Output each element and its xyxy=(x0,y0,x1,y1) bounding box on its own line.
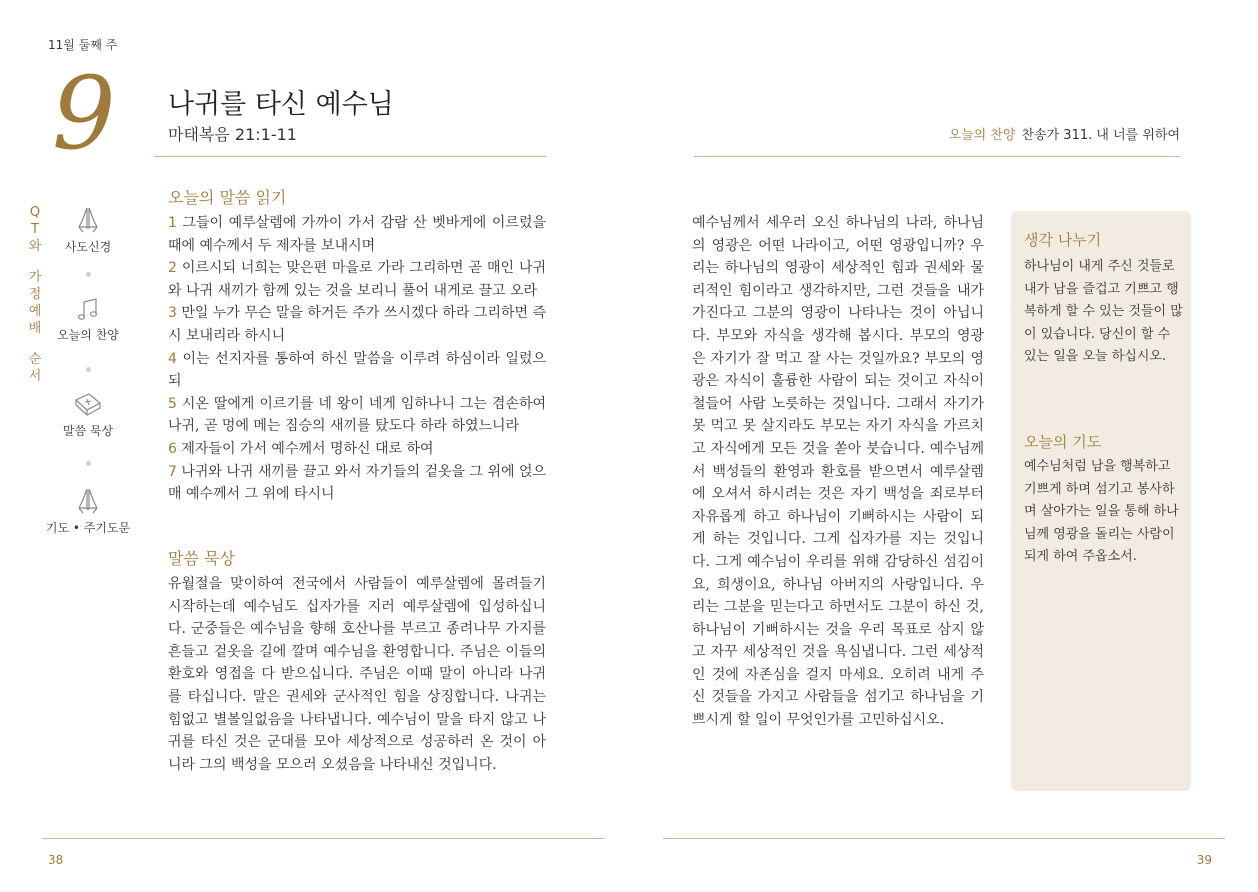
verse-text: 만일 누가 무슨 말을 하거든 주가 쓰시겠다 하라 그리하면 즉시 보내리라 하시니 xyxy=(168,305,547,344)
vertical-char: 예 xyxy=(28,304,42,319)
sidebar-item-hymn xyxy=(38,297,138,343)
praying-hands-icon xyxy=(74,205,102,235)
bible-icon xyxy=(73,391,103,419)
sidebar-item-label: 오늘의 찬양 xyxy=(57,328,119,342)
sidebar-item-label: 기도 • 주기도문 xyxy=(45,521,131,535)
vertical-char: 순 xyxy=(28,352,42,367)
sidebar-item-label: 사도신경 xyxy=(64,240,112,254)
verse-number: 6 xyxy=(168,440,177,457)
page-number-right: 39 xyxy=(1196,853,1212,867)
verse-text: 이르시되 너희는 맞은편 마을로 가라 그리하면 곧 매인 나귀와 나귀 새끼가 함께 있는 것을 보리니 풀어 내게로 끌고 오라 xyxy=(168,260,546,299)
hymn-value: 찬송가 311. 내 너를 위하여 xyxy=(1021,128,1180,143)
reflection-box xyxy=(1011,211,1191,791)
sidebar-item-prayer xyxy=(38,486,138,536)
vertical-char: 와 xyxy=(28,239,42,254)
page-number-left: 38 xyxy=(48,853,64,867)
share-heading: 생각 나누기 xyxy=(1024,231,1102,249)
meditation-text-continued: 예수님께서 세우러 오신 하나님의 나라, 하나님의 영광은 어떤 나라이고, 어떤 영광입니까? 우리는 하나님의 영광이 세상적인 힘과 권세와 물리적인 힘이라고 생각하지만, 그런 것들을 내가 가진다고 그분의 영광이 나타나는 것이 아닙니다. 부모와 자식을 생각해 봅시다. 부모의 영광은 자기가 잘 먹고 잘 사는 것일까요? 부모의 영광은 자식이 훌륭한 사람이 되는 것이고 자식이 철들어 사람 노릇하는 것입니다. 그래서 자기가 못 먹고 못 살지라도 부모는 자기 자식을 가르치고 자식에게 모든 것을 쏟아 붓습니다. 예수님께서 백성들의 환영과 환호를 받으면서 예루살렘에 오셔서 하시려는 것은 자기 백성을 죄로부터 자유롭게 하고 하나님이 기뻐하시는 사람이 되게 하는 것입니다. 그게 십자가를 지는 것입니다. 그게 예수님이 우리를 위해 감당하신 섬김이요, 희생이요, 하나님 아버지의 사랑입니다. 우리는 그분을 믿는다고 하면서도 그분이 하신 것, 하나님이 기뻐하시는 것을 우리 목표로 삼지 않고 자꾸 세상적인 것을 욕심냅니다. 그런 세상적인 것에 자존심을 걸지 마세요. 오히려 내게 주신 것들을 가지고 사람들을 섬기고 하나님을 기쁘시게 할 일이 무엇인가를 고민하십시오. xyxy=(692,215,984,729)
verse-text: 그들이 예루살렘에 가까이 가서 감람 산 벳바게에 이르렀을 때에 예수께서 두 제자를 보내시며 xyxy=(168,215,546,254)
verse-number: 5 xyxy=(168,395,177,412)
verse xyxy=(168,302,546,347)
footer-divider-left xyxy=(42,838,604,839)
meditation-heading: 말씀 묵상 xyxy=(168,549,235,568)
verse-text: 이는 선지자를 통하여 하신 말씀을 이루려 하심이라 일렀으되 xyxy=(168,350,546,390)
vertical-char: Q xyxy=(29,205,41,220)
verse-number: 7 xyxy=(168,463,177,480)
vertical-char: T xyxy=(31,222,39,237)
sidebar-item-label: 말씀 묵상 xyxy=(62,424,114,438)
verse xyxy=(168,348,546,393)
prayer-heading: 오늘의 기도 xyxy=(1024,433,1102,451)
vertical-char: 정 xyxy=(28,287,42,302)
verse-number: 4 xyxy=(168,350,177,367)
verse-number: 2 xyxy=(168,260,177,277)
hymn-label: 오늘의 찬양 xyxy=(948,128,1016,143)
header-divider-left xyxy=(154,156,546,157)
verse xyxy=(168,393,546,438)
sidebar-item-creed xyxy=(38,205,138,255)
verse-text: 제자들이 가서 예수께서 명하신 대로 하여 xyxy=(181,440,434,457)
verse xyxy=(168,461,546,506)
verse-text: 나귀와 나귀 새끼를 끌고 와서 자기들의 겉옷을 그 위에 얹으매 예수께서 그 위에 타시니 xyxy=(168,463,547,503)
share-text: 하나님이 내게 주신 것들로 내가 남을 즐겁고 기쁘고 행복하게 할 수 있는 것들이 많이 있습니다. 당신이 할 수 있는 일을 오늘 하십시오. xyxy=(1024,259,1183,364)
sidebar-separator-dot xyxy=(86,461,91,466)
music-note-icon xyxy=(75,297,101,323)
praying-hands-icon xyxy=(74,486,102,516)
sidebar-separator-dot xyxy=(86,367,91,372)
page-title: 나귀를 타신 예수님 xyxy=(168,89,394,120)
sidebar-item-meditation xyxy=(38,391,138,439)
vertical-char: 배 xyxy=(28,321,42,336)
footer-divider-right xyxy=(663,838,1225,839)
vertical-char: 가 xyxy=(28,270,42,285)
verse xyxy=(168,212,546,257)
reading-heading: 오늘의 말씀 읽기 xyxy=(168,188,287,207)
verse-number: 1 xyxy=(168,215,177,231)
scripture-reference: 마태복음 21:1-11 xyxy=(168,125,297,144)
header-divider-right xyxy=(694,156,1180,157)
verse-list xyxy=(168,212,546,506)
vertical-char: 서 xyxy=(28,369,42,384)
sidebar-separator-dot xyxy=(86,272,91,277)
day-number: 9 xyxy=(52,55,116,172)
prayer-text: 예수님처럼 남을 행복하고 기쁘게 하며 섬기고 봉사하며 살아가는 일을 통해 하나님께 영광을 돌리는 사람이 되게 하여 주옵소서. xyxy=(1024,459,1179,564)
verse xyxy=(168,438,546,461)
hymn-info xyxy=(949,124,1180,143)
verse xyxy=(168,257,546,302)
verse-number: 3 xyxy=(168,305,177,322)
week-label: 11월 둘째 주 xyxy=(48,38,118,52)
meditation-text: 유월절을 맞이하여 전국에서 사람들이 예루살렘에 몰려들기 시작하는데 예수님도 십자가를 지러 예루살렘에 입성하십니다. 군중들은 예수님을 향해 호산나를 부르고 종려나무 가지를 흔들고 겉옷을 길에 깔며 예수님을 환영합니다. 주님은 이들의 환호와 영접을 다 받으십니다. 주님은 이때 말이 아니라 나귀를 타십니다. 말은 권세와 군사적인 힘을 상징합니다. 나귀는 힘없고 별볼일없음을 나타냅니다. 예수님이 말을 타지 않고 나귀를 타신 것은 군대를 모아 세상적으로 성공하러 온 것이 아니라 그의 백성을 모으러 오셨음을 나타내신 것입니다. xyxy=(168,576,546,773)
verse-text: 시온 딸에게 이르기를 네 왕이 네게 임하나니 그는 겸손하여 나귀, 곧 멍에 메는 짐승의 새끼를 탔도다 하라 하였느니라 xyxy=(168,395,546,435)
